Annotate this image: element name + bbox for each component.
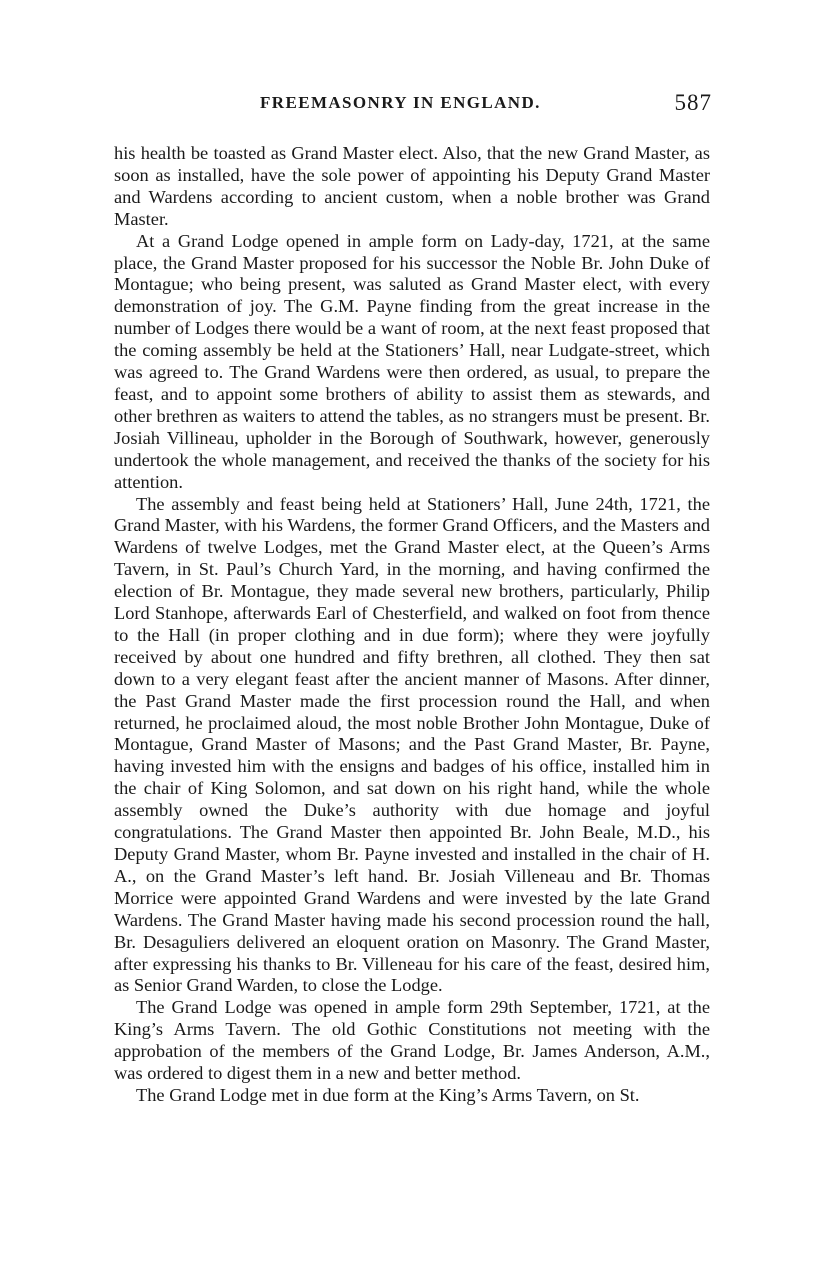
running-head (112, 90, 712, 123)
paragraph-continuation: his health be toasted as Grand Master elect. Also, that the new Grand Master, as soon as installed, have the sole power of appointing his Deputy Grand Master and Wardens according to ancient custom, when a noble brother was Grand Master. (114, 143, 710, 229)
paragraph-september-1721: The Grand Lodge was opened in ample form 29th September, 1721, at the King’s Arms Tavern. The old Gothic Constitutions not meeting with the approbation of the members of the Grand Lodge, Br. James Anderson, A.M., was ordered to digest them in a new and better method. (114, 997, 710, 1084)
body-text (114, 143, 710, 1107)
running-title: FREEMASONRY IN ENGLAND. (260, 93, 541, 112)
page-number: 587 (674, 90, 712, 115)
paragraph-lady-day-1721: At a Grand Lodge opened in ample form on Lady-day, 1721, at the same place, the Grand Master proposed for his successor the Noble Br. John Duke of Montague; who being present, was saluted as Grand Master elect, with every demonstration of joy. The G.M. Payne finding from the great increase in the number of Lodges there would be a want of room, at the next feast proposed that the coming assembly be held at the Stationers’ Hall, near Ludgate-street, which was agreed to. The Grand Wardens were then ordered, as usual, to prepare the feast, and to appoint some brothers of ability to assist them as stewards, and other brethren as waiters to attend the tables, as no strangers must be present. Br. Josiah Villineau, upholder in the Borough of Southwark, however, generously undertook the whole management, and received the thanks of the society for his attention. (114, 230, 710, 492)
paragraph-assembly-feast: The assembly and feast being held at Stationers’ Hall, June 24th, 1721, the Grand Master, with his Wardens, the former Grand Officers, and the Masters and Wardens of twelve Lodges, met the Grand Master elect, at the Queen’s Arms Tavern, in St. Paul’s Church Yard, in the morning, and having confirmed the election of Br. Montague, they made several new brothers, particularly, Philip Lord Stanhope, afterwards Earl of Chesterfield, and walked on foot from thence to the Hall (in proper clothing and in due form); where they were joyfully received by about one hundred and fifty brethren, all clothed. They then sat down to a very elegant feast after the ancient manner of Masons. After dinner, the Past Grand Master made the first procession round the Hall, and when returned, he proclaimed aloud, the most noble Brother John Montague, Duke of Montague, Grand Master of Masons; and the Past Grand Master, Br. Payne, having invested him with the ensigns and badges of his office, installed him in the chair of King Solomon, and sat down on his right hand, while the whole assembly owned the Duke’s authority with due homage and joyful congratulations. The Grand Master then appointed Br. John Beale, M.D., his Deputy Grand Master, whom Br. Payne invested and installed in the chair of H. A., on the Grand Master’s left hand. Br. Josiah Villeneau and Br. Thomas Morrice were appointed Grand Wardens and were invested by the late Grand Wardens. The Grand Master having made his second procession round the hall, Br. Desaguliers delivered an eloquent oration on Masonry. The Grand Master, after expressing his thanks to Br. Villeneau for his care of the feast, desired him, as Senior Grand Warden, to close the Lodge. (114, 493, 710, 996)
paragraph-kings-arms: The Grand Lodge met in due form at the King’s Arms Tavern, on St. (136, 1084, 640, 1105)
